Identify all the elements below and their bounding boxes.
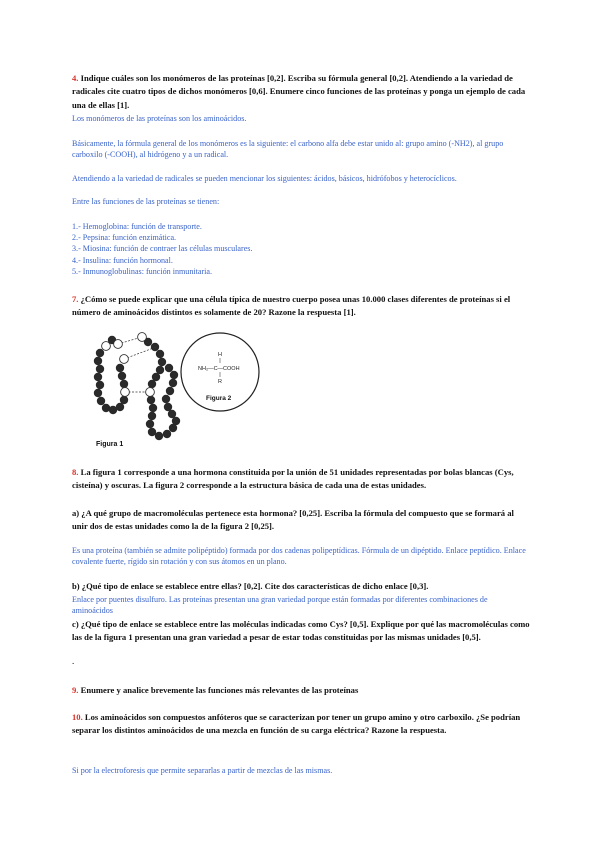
figure-2-amino-acid <box>178 330 262 414</box>
answer-4-functions-intro: Entre las funciones de las proteínas se tienen: <box>72 197 220 206</box>
question-7-text: ¿Cómo se puede explicar que una célula típica de nuestro cuerpo posea unas 10.000 clases diferentes de proteínas si el número de aminoácidos distintos es solamente de 20? Razone la respuesta [1]. <box>72 294 511 318</box>
answer-8-b: Enlace por puentes disulfuro. Las proteínas presentan una gran variedad porque están formadas por diferentes combinaciones de aminoácidos <box>72 595 488 616</box>
question-8-text: La figura 1 corresponde a una hormona constituida por la unión de 51 unidades representadas por bolas blancas (Cys, cisteína) y oscuras. La figura 2 corresponde a la estructura básica de cada una de estas unidades. <box>72 467 514 491</box>
answer-4-functions-list <box>72 221 530 277</box>
answer-4-monomers: Los monómeros de las proteínas son los aminoácidos. <box>72 114 247 123</box>
answer-4-radicals: Atendiendo a la variedad de radicales se pueden mencionar los siguientes: ácidos, básicos, hidrófobos y heterocíclicos. <box>72 174 457 183</box>
question-10-text: Los aminoácidos son compuestos anfóteros que se caracterizan por tener un grupo amino y otro carboxilo. ¿Se podrían separar los distintos aminoácidos de una mezcla en función de su carga eléctrica? Razone la respuesta. <box>72 712 521 736</box>
question-8-part-a: a) ¿A qué grupo de macromoléculas pertenece esta hormona? [0,25]. Escriba la fórmula del compuesto que se formará al unir dos de estas unidades como la de la figura 2 [0,25]. <box>72 508 514 532</box>
question-7 <box>72 293 530 320</box>
function-item-4: 4.- Insulina: función hormonal. <box>72 255 173 265</box>
question-7-number: 7. <box>72 294 79 304</box>
question-4 <box>72 72 530 112</box>
question-9-text: Enumere y analice brevemente las funciones más relevantes de las proteínas <box>80 685 359 695</box>
question-4-number: 4. <box>72 73 79 83</box>
function-item-1: 1.- Hemoglobina: función de transporte. <box>72 222 202 231</box>
question-8-part-b: b) ¿Qué tipo de enlace se establece entre ellas? [0,2]. Cite dos características de dicho enlace [0,3]. <box>72 581 429 591</box>
answer-10: Si por la electroforesis que permite separarlas a partir de mezclas de las mismas. <box>72 766 333 775</box>
function-item-2: 2.- Pepsina: función enzimática. <box>72 233 177 243</box>
figure-1-label: Figura 1 <box>96 441 124 448</box>
formula-r: R <box>218 379 222 385</box>
question-8 <box>72 466 530 493</box>
figure-1-chains <box>94 333 180 448</box>
function-item-5: 5.- Inmunoglobulinas: función inmunitaria. <box>72 266 213 276</box>
formula-h: H <box>218 352 222 358</box>
question-10-number: 10. <box>72 712 83 722</box>
question-8-part-c: c) ¿Qué tipo de enlace se establece entre las moléculas indicadas como Cys? [0,5]. Explique por qué las macromoléculas como las de la figura 1 presentan una gran variedad a pesar de estar todas constituidas por las mismas unidades [0,5]. <box>72 619 530 643</box>
figure-2-label: Figura 2 <box>206 395 232 402</box>
question-9 <box>72 684 530 697</box>
formula-main: NH₂—C—COOH <box>198 366 240 372</box>
question-8-number: 8. <box>72 467 79 477</box>
answer-4-formula: Básicamente, la fórmula general de los monómeros es la siguiente: el carbono alfa debe estar unido al: grupo amino (-NH2), al grupo carboxilo (-COOH), al hidrógeno y a un radical. <box>72 139 504 160</box>
stray-period: . <box>72 656 75 666</box>
answer-8-a: Es una proteína (también se admite polipéptido) formada por dos cadenas polipeptídicas. Fórmula de un dipéptido. Enlace peptídico. Enlace covalente fuerte, rígido sin rotación y con sus átomos en un plano. <box>72 546 526 567</box>
question-10 <box>72 711 530 738</box>
question-4-text: Indique cuáles son los monómeros de las proteínas [0,2]. Escriba su fórmula general [0,2]. Atendiendo a la variedad de radicales cite cuatro tipos de dichos monómeros [0,6]. Enumere cinco funciones de las proteínas y ponga un ejemplo de cada una de ellas [1]. <box>72 73 526 110</box>
question-9-number: 9. <box>72 685 79 695</box>
function-item-3: 3.- Miosina: función de contraer las células musculares. <box>72 244 253 254</box>
